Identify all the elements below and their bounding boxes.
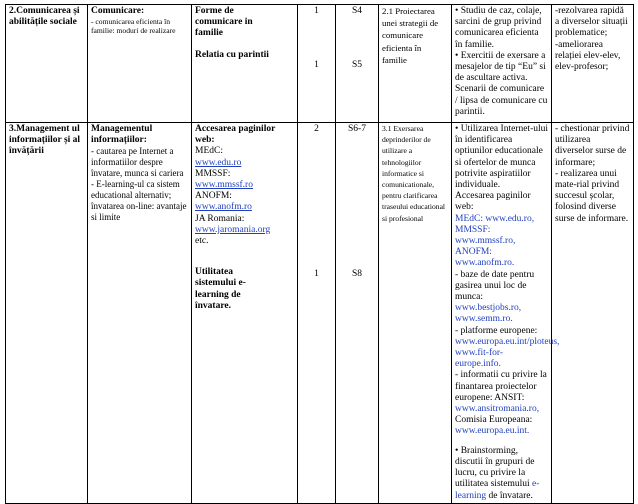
objective-cell: [379, 5, 452, 123]
web-link[interactable]: ANOFM: www.anofm.ro.: [455, 247, 515, 269]
web-link[interactable]: www.fit-for-europe.info.: [455, 348, 503, 370]
content-title: Comunicare:: [91, 6, 145, 16]
activities-cell: • Studiu de caz, colaje, sarcini de grup privind comunicarea eficienta în familie. • Exercitii de exersare a mesajelor de tip “Eu” si de ascultare activa. Scenarii de comunicare / lipsa de comunicare cu parintii.: [452, 5, 552, 123]
hours-cell: [298, 5, 336, 123]
week-cell: [336, 123, 379, 504]
curriculum-table: [5, 4, 634, 504]
hours-value: 1: [314, 6, 319, 16]
web-link[interactable]: www.ansitromania.ro,: [455, 404, 540, 415]
hours-value: 1: [314, 269, 319, 280]
objective-cell: [379, 123, 452, 504]
e-learning-term: e-learning: [455, 479, 540, 501]
content-text: - cautarea pe Internet a informatiilor despre învatare, munca si cariera - E-learning-ul ca sistem educational alternativ; învatarea on-line: avantaje si limite: [91, 146, 187, 223]
week-value: S6-7: [348, 124, 366, 134]
content-cell: [88, 5, 192, 123]
web-link[interactable]: www.mmssf.ro: [195, 180, 253, 191]
web-link[interactable]: www.semm.ro.: [455, 314, 513, 325]
objective-text: 3.1 Exersarea deprinderilor de utilizare a tehnologiilor informatice si comunicationale, pentru clarificarea traseului educational si profesional: [382, 124, 446, 223]
web-link[interactable]: www.europa.eu.int/ploteus,: [455, 336, 560, 347]
theme-title: Forme de comunicare in familie: [195, 6, 253, 39]
activity-text: Accesarea paginilor web:: [455, 191, 531, 213]
web-link[interactable]: www.anofm.ro: [195, 202, 252, 213]
evaluation-cell: -rezolvarea rapidă a diverselor situații problematice; -ameliorarea relației elev-elev, elev-profesor;: [552, 5, 634, 123]
activity-text: • Utilizarea Internet-ului în identificarea optiunilor educationale si ofertelor de munca potrivite aspiratiilor individuale.: [455, 124, 549, 191]
activity-text: - platforme europene:: [455, 325, 538, 336]
table-row: [6, 5, 634, 123]
hours-value: 1: [314, 60, 319, 71]
site-name: MMSSF:: [195, 168, 231, 179]
table-row: [6, 123, 634, 504]
web-link[interactable]: www.europa.eu.int.: [455, 426, 530, 437]
theme-title: Utilitatea sistemului e-learning de învatare.: [195, 267, 246, 311]
web-link[interactable]: www.jaromania.org: [195, 224, 271, 235]
activity-text: Comisia Europeana:: [455, 415, 533, 426]
activities-cell: [452, 123, 560, 504]
web-link[interactable]: www.bestjobs.ro,: [455, 303, 522, 314]
competence-cell: 3.Management ul informațiilor și al învățării: [6, 123, 88, 504]
web-link[interactable]: MMSSF: www.mmssf.ro,: [455, 224, 516, 247]
web-link[interactable]: MEdC: www.edu.ro,: [455, 213, 535, 224]
hours-cell: [298, 123, 336, 504]
content-title: Managementul informațiilor:: [91, 124, 153, 146]
evaluation-cell: - chestionar privind utilizarea diverselor surse de informare; - realizarea unui mate-rial privind succesul școlar, folosind diverse surse de informare.: [552, 123, 634, 504]
week-value: S5: [351, 60, 363, 71]
etc-text: etc.: [195, 236, 209, 247]
hours-value: 2: [314, 124, 319, 134]
theme-title: Accesarea paginilor web:: [195, 124, 276, 146]
activity-text: - baze de date pentru gasirea unui loc de munca:: [455, 269, 535, 303]
theme-cell: [192, 123, 298, 504]
content-text: - comunicarea eficienta în familie: moduri de realizare: [91, 17, 176, 36]
competence-cell: 2.Comunicarea și abilitățile sociale: [6, 5, 88, 123]
objective-text: 2.1 Proiectarea unei strategii de comunicare eficienta în familie: [382, 6, 439, 65]
theme-cell: [192, 5, 298, 123]
site-name: MEdC:: [195, 146, 223, 157]
week-value: S4: [351, 6, 363, 16]
site-name: ANOFM:: [195, 191, 232, 202]
week-value: S8: [351, 269, 363, 280]
activity-text: - informatii cu privire la finantarea proiectelor europene: ANSIT:: [455, 370, 547, 403]
web-link[interactable]: www.edu.ro: [195, 157, 242, 168]
site-name: JA Romania:: [195, 213, 245, 224]
week-cell: [336, 5, 379, 123]
activity-text: • Brainstorming, discutii în grupuri de lucru, cu privire la utilitatea sistemului e-learning de învatare.: [455, 445, 540, 501]
theme-title: Relatia cu parintii: [195, 49, 269, 60]
content-cell: [88, 123, 192, 504]
